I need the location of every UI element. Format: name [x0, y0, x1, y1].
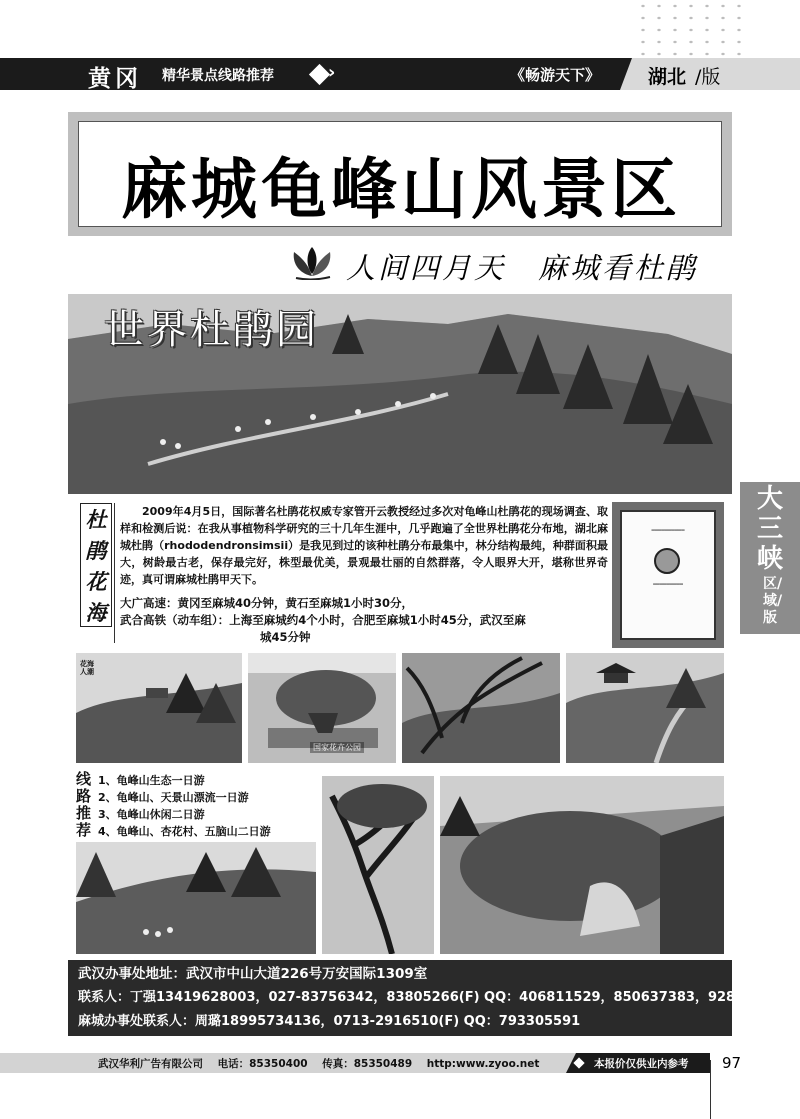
- footer-phone: 电话：85350400: [217, 1058, 308, 1070]
- margin-rule: [710, 1060, 711, 1119]
- label-char: 杜: [85, 507, 107, 532]
- page-title: 麻城龟峰山风景区: [121, 150, 681, 228]
- route-text: 3、龟峰山休闲二日游: [98, 808, 205, 821]
- footer-note: 本报价仅供业内参考: [594, 1058, 689, 1070]
- slogan: 人间四月天 麻城看杜鹃: [346, 251, 699, 285]
- seal-icon: [654, 548, 680, 574]
- header-subtitle: 精华景点线路推荐: [162, 68, 274, 84]
- magazine-name: 《畅游天下》: [510, 66, 601, 84]
- photo-caption-small: 花海人潮: [80, 660, 94, 676]
- intro-paragraph: 2009年4月5日，国际著名杜鹃花权威专家管开云教授经过多次对龟峰山杜鹃花的现场调查、取样和检测后说：在我从事植物科学研究的三十几年生涯中，几乎跑遍了全世界杜鹃花分布地，湖北麻城杜鹃（rhododendronsimsii）是我见到过的该种杜鹃分布最集中，林分结构最纯，种群面积最大，树龄最古老，保存最完好，株型最优美，景观最壮丽的自然群落，令人眼界大开，堪称世界奇迹，真可谓麻城杜鹃甲天下。: [120, 505, 608, 586]
- certificate-photo: [612, 502, 724, 648]
- footer-bar: [0, 1053, 710, 1073]
- photo-image: [76, 653, 242, 763]
- header-province: 湖北: [648, 66, 687, 88]
- side-tab-title-text: 大三峡: [756, 484, 783, 574]
- azalea-sea-label: [80, 503, 112, 627]
- route-text: 4、龟峰山、杏花村、五脑山二日游: [98, 825, 271, 838]
- hero-photo: [68, 294, 732, 494]
- transport-info: [120, 595, 608, 646]
- header-brand: 黄冈: [88, 65, 142, 92]
- label-char: 花: [85, 569, 107, 594]
- side-tab-subtitle-text: 区/域/版: [763, 576, 783, 626]
- route-item: [76, 768, 326, 788]
- route-text: 2、龟峰山、天景山漂流一日游: [98, 791, 249, 804]
- transport-line: 大广高速：黄冈至麻城40分钟，黄石至麻城1小时30分，: [120, 596, 414, 610]
- page-number: 97: [722, 1054, 742, 1072]
- photo-old-tree: [402, 653, 560, 763]
- label-char: 鹃: [85, 538, 107, 563]
- side-tab-subtitle: [740, 576, 800, 627]
- chevron-right-icon: ›: [328, 62, 336, 83]
- photo-caption-bonsai: 国家花卉公园: [310, 742, 364, 753]
- photo-twisted-tree: [322, 776, 434, 954]
- wuhan-office-address: 武汉办事处地址：武汉市中山大道226号万安国际1309室: [78, 966, 428, 982]
- side-tab-title: [740, 484, 800, 574]
- footer-fax: 传真：85350489: [322, 1058, 413, 1070]
- wuhan-office-contacts: 联系人：丁强13419628003，027-83756342，83805266(F) QQ：406811529，850637383，928541406: [78, 990, 790, 1005]
- hero-caption: 世界杜鹃园: [104, 307, 319, 353]
- route-item: [76, 819, 326, 839]
- header-bar: [0, 58, 800, 90]
- photo-image: [566, 653, 724, 763]
- certificate-text-lines: ━━━━━━━━━: [653, 582, 683, 588]
- route-recommendations: [76, 768, 326, 839]
- header-edition: /版: [695, 66, 721, 88]
- certificate-text-lines: ━━━━━━━━━━: [651, 528, 685, 534]
- photo-crowd-azaleas: [76, 653, 242, 763]
- route-item: [76, 785, 326, 805]
- photo-pavilion-trail: [566, 653, 724, 763]
- certificate-frame: [620, 510, 716, 640]
- contact-box: [68, 960, 790, 1036]
- side-region-tab: [740, 482, 800, 634]
- photo-image: [402, 653, 560, 763]
- photo-hiking-path: [76, 842, 316, 954]
- photo-rock-azaleas: [440, 776, 724, 954]
- macheng-office-contacts: 麻城办事处联系人：周璐18995734136，0713-2916510(F) QQ：793305591: [78, 1014, 581, 1029]
- route-label-char: 线: [76, 770, 92, 788]
- azalea-logo-icon: [290, 246, 334, 280]
- decorative-dot-grid: [635, 0, 745, 60]
- label-char: 海: [85, 600, 107, 625]
- transport-line: 城45分钟: [260, 630, 311, 644]
- route-text: 1、龟峰山生态一日游: [98, 774, 205, 787]
- photo-image: [322, 776, 434, 954]
- route-label-char: 荐: [76, 821, 92, 839]
- footer-company: 武汉华利广告有限公司: [98, 1058, 203, 1070]
- divider: [114, 503, 115, 643]
- route-label-char: 推: [76, 804, 92, 822]
- transport-line: 武合高铁（动车组）：上海至麻城约4个小时，合肥至麻城1小时45分，武汉至麻: [120, 613, 526, 627]
- footer-website: http:www.zyoo.net: [426, 1058, 540, 1070]
- title-box: [78, 121, 722, 227]
- photo-image: [76, 842, 316, 954]
- route-item: [76, 802, 326, 822]
- diamond-icon: [309, 64, 330, 85]
- route-label-char: 路: [76, 787, 92, 805]
- photo-image: [440, 776, 724, 954]
- footer-company-info: [98, 1056, 539, 1071]
